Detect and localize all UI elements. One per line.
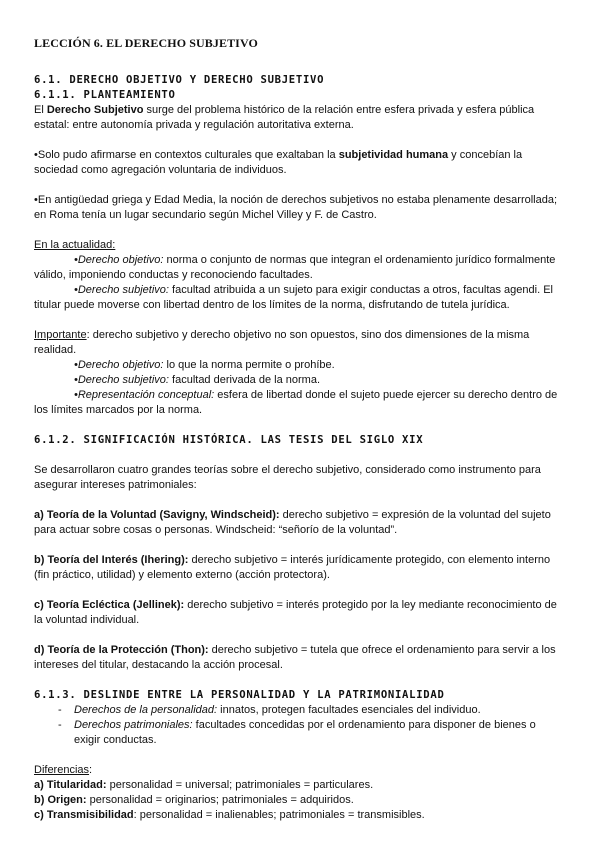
actualidad-label: En la actualidad:	[34, 239, 116, 251]
actualidad-item-subjetivo: •Derecho subjetivo: facultad atribuida a un sujeto para exigir conductas a otros, facultas agendi. El titular puede moverse con libertad dentro de los límites de la norma, disfrutando de tutela jurídica.	[34, 284, 553, 311]
teoria-voluntad: a) Teoría de la Voluntad (Savigny, Windscheid): derecho subjetivo = expresión de la voluntad del sujeto para actuar sobre cosas o personas. Windscheid: “señorío de la voluntad”.	[34, 509, 551, 536]
section-6-1-1-title: 6.1.1. PLANTEAMIENTO	[34, 89, 176, 101]
importante-paragraph: Importante: derecho subjetivo y derecho objetivo no son opuestos, sino dos dimensiones de la misma realidad.	[34, 329, 530, 356]
planteamiento-paragraph-1: El Derecho Subjetivo surge del problema histórico de la relación entre esfera privada y esfera pública estatal: entre autonomía privada y regulación autoritativa externa.	[34, 104, 535, 131]
section-6-1-2-title: 6.1.2. SIGNIFICACIÓN HISTÓRICA. LAS TESIS DEL SIGLO XIX	[34, 434, 424, 446]
section-6-1-3-title: 6.1.3. DESLINDE ENTRE LA PERSONALIDAD Y LA PATRIMONIALIDAD	[34, 689, 445, 701]
diferencia-titularidad: a) Titularidad: personalidad = universal; patrimoniales = particulares.	[34, 779, 374, 791]
teoria-eclectica: c) Teoría Ecléctica (Jellinek): derecho subjetivo = interés protegido por la ley mediante reconocimiento de la voluntad individual.	[34, 599, 557, 626]
teorias-intro: Se desarrollaron cuatro grandes teorías sobre el derecho subjetivo, considerado como instrumento para asegurar intereses patrimoniales:	[34, 464, 541, 491]
derechos-list	[34, 703, 562, 748]
lesson-title: LECCIÓN 6. EL DERECHO SUBJETIVO	[34, 36, 258, 50]
diferencia-transmisibilidad: c) Transmisibilidad: personalidad = inalienables; patrimoniales = transmisibles.	[34, 809, 425, 821]
section-6-1-title: 6.1. DERECHO OBJETIVO Y DERECHO SUBJETIVO	[34, 74, 325, 86]
planteamiento-paragraph-3: •En antigüedad griega y Edad Media, la noción de derechos subjetivos no estaba plenamente desarrollada; en Roma tenía un lugar secundario según Michel Villey y F. de Castro.	[34, 194, 558, 221]
derecho-subjetivo-term: Derecho Subjetivo	[46, 104, 144, 116]
actualidad-item-objetivo: •Derecho objetivo: norma o conjunto de normas que integran el ordenamiento jurídico formalmente válido, imponiendo conductas y reconociendo facultades.	[34, 254, 556, 281]
teoria-proteccion: d) Teoría de la Protección (Thon): derecho subjetivo = tutela que ofrece el ordenamiento para servir a los intereses del titular, destacando la acción procesal.	[34, 644, 556, 671]
importante-item-objetivo: •Derecho objetivo: lo que la norma permite o prohíbe.	[74, 359, 335, 371]
importante-item-subjetivo: •Derecho subjetivo: facultad derivada de la norma.	[74, 374, 321, 386]
teoria-interes: b) Teoría del Interés (Ihering): derecho subjetivo = interés jurídicamente protegido, con elemento interno (fin práctico, utilidad) y elemento externo (acción protectora).	[34, 554, 551, 581]
subjetividad-humana-term: subjetividad humana	[338, 149, 449, 161]
list-item: - Derechos patrimoniales: facultades concedidas por el ordenamiento para disponer de bienes o exigir conductas.	[58, 719, 536, 746]
diferencia-origen: b) Origen: personalidad = originarios; patrimoniales = adquiridos.	[34, 794, 354, 806]
planteamiento-paragraph-2: •Solo pudo afirmarse en contextos culturales que exaltaban la subjetividad humana y concebían la sociedad como agregación voluntaria de individuos.	[34, 149, 523, 176]
list-item: - Derechos de la personalidad: innatos, protegen facultades esenciales del individuo.	[58, 704, 481, 716]
importante-item-representacion: •Representación conceptual: esfera de libertad donde el sujeto puede ejercer su derecho dentro de los límites marcados por la norma.	[34, 389, 558, 416]
diferencias-label: Diferencias:	[34, 764, 93, 776]
